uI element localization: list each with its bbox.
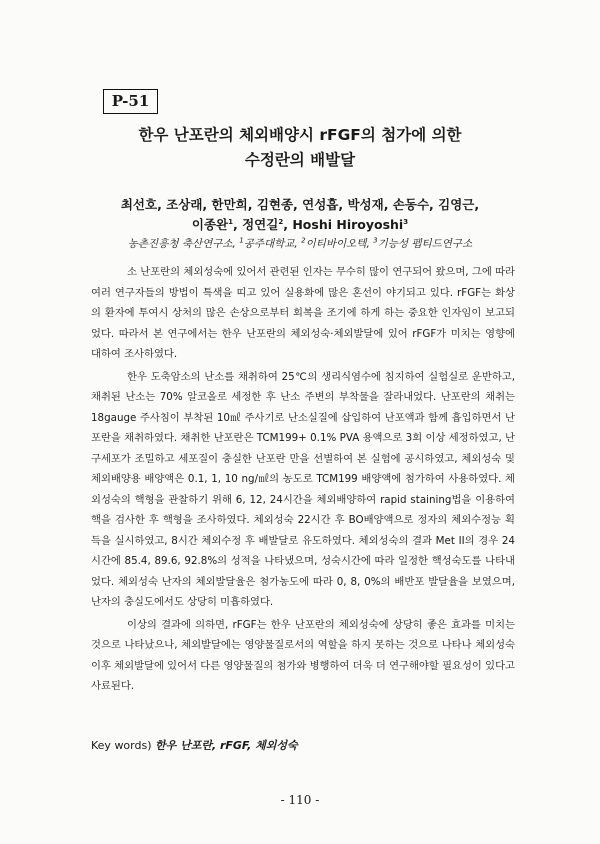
paragraph-conclusion: 이상의 결과에 의하면, rFGF는 한우 난포란의 체외성숙에 상당히 좋은 효과를 미치는 것으로 나타났으나, 체외발달에는 영양물질로서의 역할을 하지 못하는 것으로 나타나 체외성숙이후 체외발달에 있어서 다른 영양물질의 첨가와 병행하여 더욱 더 연구해야할 필요성이 있다고 사료된다. xyxy=(91,618,515,692)
paragraph-intro: 소 난포란의 체외성숙에 있어서 관련된 인자는 무수히 많이 연구되어 왔으며, 그에 따라 여러 연구자들의 방법이 특색을 띠고 있어 실용화에 많은 혼선이 야기되고 있다. rFGF는 화상의 환자에 투여시 상처의 많은 손상으로부터 회복을 조기에 하게 하는 중요한 인자임이 보고되었다. 따라서 본 연구에서는 한우 난포란의 체외성숙·체외발달에 있어 rFGF가 미치는 영향에 대하여 조사하였다. xyxy=(91,266,515,360)
author-sup: 2 xyxy=(278,217,284,226)
affiliation: 농촌진흥청 축산연구소 xyxy=(127,238,233,250)
author-sup: 1 xyxy=(228,217,233,226)
author-sup: 3 xyxy=(403,217,409,226)
keywords-value: 한우 난포란, rFGF, 체외성숙 xyxy=(155,739,298,752)
keywords xyxy=(91,738,298,754)
abstract-body xyxy=(91,262,515,699)
affiliation: 공주대학교 xyxy=(243,238,295,250)
author-name: 정연길 xyxy=(242,217,279,232)
poster-number-badge: P-51 xyxy=(103,89,158,114)
paragraph-methods: 한우 도축암소의 난소를 채취하여 25℃의 생리식염수에 침지하여 실험실로 운반하고, 채취된 난소는 70% 알코올로 세정한 후 난소 주변의 부착물을 잘라내었다. 난포란의 채취는 18gauge 주사침이 부착된 10㎖ 주사기로 난소실질에 삽입하여 난포액과 함께 흡입하면서 난포란을 채취하였다. 채취한 난포란은 TCM199+ 0.1% PVA 용액으로 3회 이상 세정하였고, 난구세포가 조밀하고 세포질이 충실한 난포란 만을 선별하여 본 실험에 공시하였고, 체외성숙 및 체외배양용 배양액은 0.1, 1, 10 ng/㎖의 농도로 TCM199 배양액에 첨가하여 사용하였다. 체외성숙의 핵형을 관찰하기 위해 6, 12, 24시간을 체외배양하여 rapid staining법을 이용하여 핵을 검사한 후 핵형을 조사하였다. 체외성숙 22시간 후 BO배양액으로 정자의 체외수정능 획득을 실시하였고, 8시간 체외수정 후 배발달로 유도하였다. 체외성숙의 결과 Met II의 경우 24시간에 85.4, 89.6, 92.8%의 성적을 나타냈으며, 성숙시간에 따라 일정한 핵성숙도를 나타내었다. 체외성숙 난자의 체외발달율은 첨가농도에 따라 0, 8, 0%의 배반포 발달율을 보였으며, 난자의 충실도에서도 상당히 미흡하였다. xyxy=(91,370,515,608)
page-number: - 110 - xyxy=(280,793,320,807)
authors-line-2: 이종완$^1$, 정연길$^2$, Hoshi Hiroyoshi$^3$ xyxy=(191,217,409,232)
affiliations: 농촌진흥청 축산연구소, $^1$공주대학교, $^2$이티바이오텍, $^3$기능성 펩티드연구소 xyxy=(127,236,473,250)
affiliation: 기능성 펩티드연구소 xyxy=(377,238,473,250)
affiliation: 이티바이오텍 xyxy=(305,238,367,250)
author-name: 이종완 xyxy=(191,217,229,232)
title-line-1: 한우 난포란의 체외배양시 rFGF의 첨가에 의한 xyxy=(138,126,462,144)
affiliation-sup: 1 xyxy=(239,236,244,245)
keywords-label: Key words) xyxy=(91,739,152,752)
affiliation-sup: 2 xyxy=(301,236,306,245)
title-line-2: 수정란의 배발달 xyxy=(244,151,356,169)
affiliation-sup: 3 xyxy=(373,236,378,245)
author-name: Hoshi Hiroyoshi xyxy=(292,217,404,232)
authors-line-1: 최선호, 조상래, 한만희, 김현종, 연성흡, 박성재, 손동수, 김영근, xyxy=(120,197,480,212)
